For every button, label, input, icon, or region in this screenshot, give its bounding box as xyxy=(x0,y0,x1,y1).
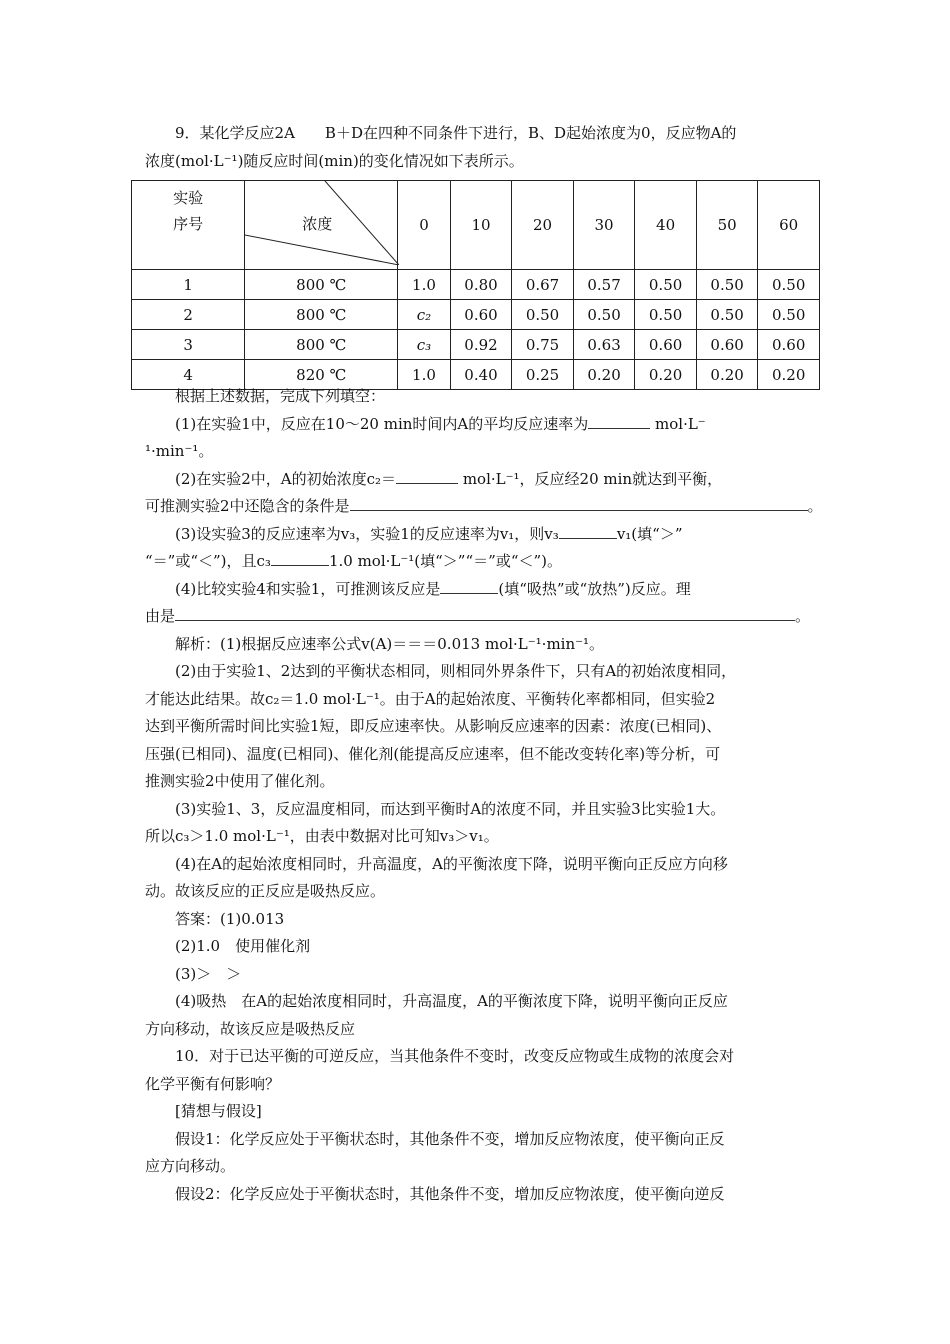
analysis-2-line: 才能达此结果。故c₂＝1.0 mol·L⁻¹。由于A的起始浓度、平衡转化率都相同，但实验2 xyxy=(145,689,716,708)
table-cell: 0.50 xyxy=(635,300,697,330)
answer-blank xyxy=(350,496,808,511)
concentration-table xyxy=(131,180,820,390)
corner-top-label: 实验 xyxy=(173,189,204,207)
table-cell: 0.63 xyxy=(573,330,635,360)
table-cell: 0.20 xyxy=(758,360,820,390)
hypothesis-2-line: 假设2：化学反应处于平衡状态时，其他条件不变，增加反应物浓度，使平衡向逆反 xyxy=(175,1184,725,1203)
table-cell: 0.50 xyxy=(635,270,697,300)
table-cell: 0.60 xyxy=(450,300,512,330)
sub-question-3 xyxy=(145,521,825,549)
guess-heading: [猜想与假设] xyxy=(175,1102,262,1120)
hypothesis-1-line: 应方向移动。 xyxy=(145,1157,236,1175)
table-cell: 0.50 xyxy=(758,300,820,330)
s3-text-d: 1.0 mol·L⁻¹(填“＞”“＝”或“＜”)。 xyxy=(328,552,563,570)
table-cell: 0.60 xyxy=(635,330,697,360)
temperature: 820 ℃ xyxy=(245,360,398,390)
analysis-2-line: 达到平衡所需时间比实验1短，即反应速率快。从影响反应速率的因素：浓度(已相同)、 xyxy=(145,717,722,735)
table-cell: 0.20 xyxy=(696,360,758,390)
time-header: 40 xyxy=(635,181,697,270)
q9-line-2: 浓度(mol·L⁻¹)随反应时间(min)的变化情况如下表所示。 xyxy=(145,151,524,170)
s2-text-c: 可推测实验2中还隐含的条件是 xyxy=(145,497,350,515)
q9-reaction-lhs: 9．某化学反应2A xyxy=(175,124,295,142)
time-header: 20 xyxy=(512,181,574,270)
table-cell: 0.50 xyxy=(696,300,758,330)
s1-text: (1)在实验1中，反应在10～20 min时间内A的平均反应速率为 xyxy=(175,414,589,433)
table-cell: 0.50 xyxy=(573,300,635,330)
table-cell: 0.80 xyxy=(450,270,512,300)
analysis-1: 解析：(1)根据反应速率公式v(A)＝＝＝0.013 mol·L⁻¹·min⁻¹。 xyxy=(175,634,605,653)
sub-question-4-cont xyxy=(145,603,825,631)
table-cell: 0.25 xyxy=(512,360,574,390)
analysis-4-line: (4)在A的起始浓度相同时，升高温度，A的平衡浓度下降，说明平衡向正反应方向移 xyxy=(175,854,728,873)
answer-blank xyxy=(271,551,329,566)
table-cell: 0.40 xyxy=(450,360,512,390)
s4-text: (4)比较实验4和实验1，可推测该反应是 xyxy=(175,579,441,598)
table-cell: 0.50 xyxy=(758,270,820,300)
table-cell: 0.20 xyxy=(573,360,635,390)
s3-text: (3)设实验3的反应速率为v₃，实验1的反应速率为v₁，则v₃ xyxy=(175,524,559,543)
answer-blank xyxy=(396,469,458,484)
table-cell: 0.75 xyxy=(512,330,574,360)
sub-question-1 xyxy=(145,411,825,439)
temperature: 800 ℃ xyxy=(245,330,398,360)
initial-concentration: c₂ xyxy=(398,300,451,330)
time-header: 10 xyxy=(450,181,512,270)
s3-text-b: v₁(填“＞” xyxy=(616,524,683,543)
answer-blank xyxy=(559,524,617,539)
initial-concentration: 1.0 xyxy=(398,360,451,390)
table-cell: 0.67 xyxy=(512,270,574,300)
s4-text-c: 由是 xyxy=(145,607,176,625)
answer-2: (2)1.0 使用催化剂 xyxy=(175,937,311,955)
analysis-3-line: (3)实验1、3，反应温度相同，而达到平衡时A的浓度不同，并且实验3比实验1大。 xyxy=(175,799,726,818)
time-header: 50 xyxy=(696,181,758,270)
analysis-2-line: (2)由于实验1、2达到的平衡状态相同，则相同外界条件下，只有A的初始浓度相同， xyxy=(175,662,737,680)
s2-text: (2)在实验2中，A的初始浓度c₂＝ xyxy=(175,469,397,488)
answer-4-line: (4)吸热 在A的起始浓度相同时，升高温度，A的平衡浓度下降，说明平衡向正反应 xyxy=(175,992,728,1010)
concentration-label: 浓度 xyxy=(302,214,333,233)
table-row xyxy=(132,330,820,360)
s4-text-b: (填“吸热”或“放热”)反应。理 xyxy=(498,579,691,598)
experiment-id: 3 xyxy=(132,330,245,360)
time-header: 60 xyxy=(758,181,820,270)
table-cell: 0.50 xyxy=(512,300,574,330)
intro-line: 根据上述数据，完成下列填空： xyxy=(175,387,386,405)
sub-question-1-cont: ¹·min⁻¹。 xyxy=(145,442,214,460)
sub-question-4 xyxy=(145,576,825,604)
sub-question-2-cont xyxy=(145,493,825,521)
table-cell: 0.57 xyxy=(573,270,635,300)
analysis-3-line: 所以c₃＞1.0 mol·L⁻¹，由表中数据对比可知v₃＞v₁。 xyxy=(145,827,499,845)
table-cell: 0.92 xyxy=(450,330,512,360)
question-body xyxy=(145,383,825,1208)
experiment-id: 1 xyxy=(132,270,245,300)
answer-blank xyxy=(440,579,498,594)
q9-reaction-rhs: B＋D在四种不同条件下进行，B、D起始浓度为0，反应物A的 xyxy=(324,124,737,142)
experiment-id: 4 xyxy=(132,360,245,390)
temperature: 800 ℃ xyxy=(245,300,398,330)
temperature: 800 ℃ xyxy=(245,270,398,300)
initial-concentration: 1.0 xyxy=(398,270,451,300)
answer-1: 答案：(1)0.013 xyxy=(175,909,285,928)
hypothesis-1-line: 假设1：化学反应处于平衡状态时，其他条件不变，增加反应物浓度，使平衡向正反 xyxy=(175,1129,725,1148)
analysis-2-line: 压强(已相同)、温度(已相同)、催化剂(能提高反应速率，但不能改变转化率)等分析，可 xyxy=(145,744,721,763)
analysis-4-line: 动。故该反应的正反应是吸热反应。 xyxy=(145,882,386,900)
sub-question-2 xyxy=(145,466,825,494)
table-cell: 0.20 xyxy=(635,360,697,390)
time-header: 0 xyxy=(398,181,451,270)
analysis-2-line: 推测实验2中使用了催化剂。 xyxy=(145,772,335,790)
experiment-id-header xyxy=(132,181,245,270)
diagonal-header-cell xyxy=(245,181,398,270)
s1-unit: mol·L⁻ xyxy=(650,414,706,433)
s2-text-b: mol·L⁻¹，反应经20 min就达到平衡， xyxy=(458,469,723,488)
question-10-line: 化学平衡有何影响？ xyxy=(145,1074,281,1093)
s2-end: 。 xyxy=(807,497,823,515)
s4-end: 。 xyxy=(795,607,811,625)
answer-blank xyxy=(175,606,795,621)
corner-bottom-label: 序号 xyxy=(173,215,204,233)
answer-3: (3)＞ ＞ xyxy=(175,964,242,983)
s3-text-c: “＝”或“＜”)，且c₃ xyxy=(145,552,271,570)
answer-blank xyxy=(588,414,650,429)
table-cell: 0.50 xyxy=(696,270,758,300)
table-row xyxy=(132,270,820,300)
experiment-id: 2 xyxy=(132,300,245,330)
table-cell: 0.60 xyxy=(758,330,820,360)
sub-question-3-cont xyxy=(145,548,825,576)
table-cell: 0.60 xyxy=(696,330,758,360)
question-10-line: 10．对于已达平衡的可逆反应，当其他条件不变时，改变反应物或生成物的浓度会对 xyxy=(175,1047,735,1065)
table-row xyxy=(132,300,820,330)
initial-concentration: c₃ xyxy=(398,330,451,360)
q9-line-1 xyxy=(145,120,825,148)
time-header: 30 xyxy=(573,181,635,270)
table-header-row xyxy=(132,181,820,270)
question-9-header xyxy=(145,120,825,175)
answer-4-line: 方向移动，故该反应是吸热反应 xyxy=(145,1019,356,1038)
